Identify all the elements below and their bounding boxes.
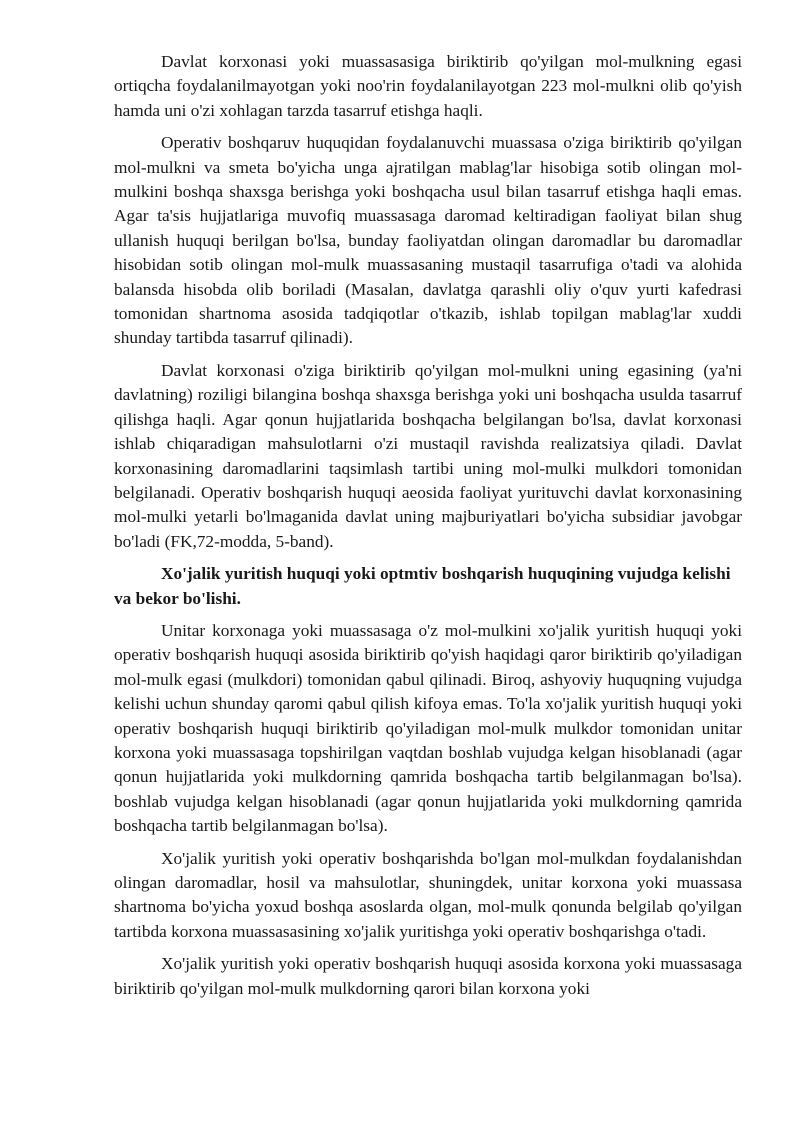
- paragraph-5: Xo'jalik yuritish yoki operativ boshqarishda bo'lgan mol-mulkdan foydalanishdan olingan daromadlar, hosil va mahsulotlar, shuningdek, unitar korxona yoki muassasa shartnoma bo'yicha yoxud boshqa asoslarda olgan, mol-mulk qonunda belgilab qo'yilgan tartibda korxona muassasasining xo'jalik yuritishga yoki operativ boshqarishga o'tadi.: [114, 848, 742, 941]
- document-page: [114, 50, 742, 1009]
- paragraph-1: Davlat korxonasi yoki muassasasiga biriktirib qo'yilgan mol-mulkning egasi ortiqcha foydalanilmayotgan yoki noo'rin foydalanilayotgan 223 mol-mulkni olib qo'yish hamda uni o'zi xohlagan tarzda tasarruf etishga haqli.: [114, 52, 742, 120]
- paragraph-3: Davlat korxonasi o'ziga biriktirib qo'yilgan mol-mulkni uning egasining (ya'ni davlatning) roziligi bilangina boshqa shaxsga berishga yoki uni boshqacha usulda tasarruf qilishga haqli. Agar qonun hujjatlarida boshqacha belgilangan bo'lsa, davlat korxonasi ishlab chiqaradigan mahsulotlarni o'zi mustaqil ravishda realizatsiya qiladi. Davlat korxonasining daromadlarini taqsimlash tartibi uning mol-mulki mulkdori tomonidan belgilanadi. Operativ boshqarish huquqi aeosida faoliyat yurituvchi davlat korxonasining mol-mulki yetarli bo'lmaganida davlat uning majburiyatlari bo'yicha subsidiar javobgar bo'ladi (FK,72-modda, 5-band).: [114, 360, 742, 551]
- paragraph-2: Operativ boshqaruv huquqidan foydalanuvchi muassasa o'ziga biriktirib qo'yilgan mol-mulkni va smeta bo'yicha unga ajratilgan mablag'lar hisobiga sotib olingan mol-mulkini boshqa shaxsga berishga yoki boshqacha usul bilan tasarruf etishga haqli emas. Agar ta'sis hujjatlariga muvofiq muassasaga daromad keltiradigan faoliyat bilan shug ullanish huquqi berilgan bo'lsa, bunday faoliyatdan olingan daromadlar bu daromadlar hisobidan sotib olingan mol-mulk muassasaning mustaqil tasarrufiga o'tadi va alohida balansda hisobda olib boriladi (Masalan, davlatga qarashli oliy o'quv yurti kafedrasi tomonidan shartnoma asosida tadqiqotlar o'tkazib, ishlab topilgan mablag'lar xuddi shunday tartibda tasarruf qilinadi).: [114, 133, 742, 348]
- section-heading: Xo'jalik yuritish huquqi yoki optmtiv boshqarish huquqining vujudga kelishi va bekor bo'lishi.: [114, 564, 731, 608]
- paragraph-4: Unitar korxonaga yoki muassasaga o'z mol-mulkini xo'jalik yuritish huquqi yoki operativ boshqarish huquqi asosida biriktirib qo'yish haqidagi qaror biriktirib qo'yiladigan mol-mulk egasi (mulkdori) tomonidan qabul qilinadi. Biroq, ashyoviy huquqning vujudga kelishi uchun shunday qaromi qabul qilish kifoya emas. To'la xo'jalik yuritish huquqi yoki operativ boshqarish huquqi biriktirib qo'yiladigan mol-mulk mulkdor tomonidan unitar korxona yoki muassasaga topshirilgan vaqtdan boshlab vujudga kelgan hisoblanadi (agar qonun hujjatlarida yoki mulkdorning qamrida boshqacha tartib belgilanmagan bo'lsa). boshlab vujudga kelgan hisoblanadi (agar qonun hujjatlarida yoki mulkdorning qamrida boshqacha tartib belgilanmagan bo'lsa).: [114, 620, 742, 836]
- paragraph-6: Xo'jalik yuritish yoki operativ boshqarish huquqi asosida korxona yoki muassasaga biriktirib qo'yilgan mol-mulk mulkdorning qarori bilan korxona yoki: [114, 954, 742, 998]
